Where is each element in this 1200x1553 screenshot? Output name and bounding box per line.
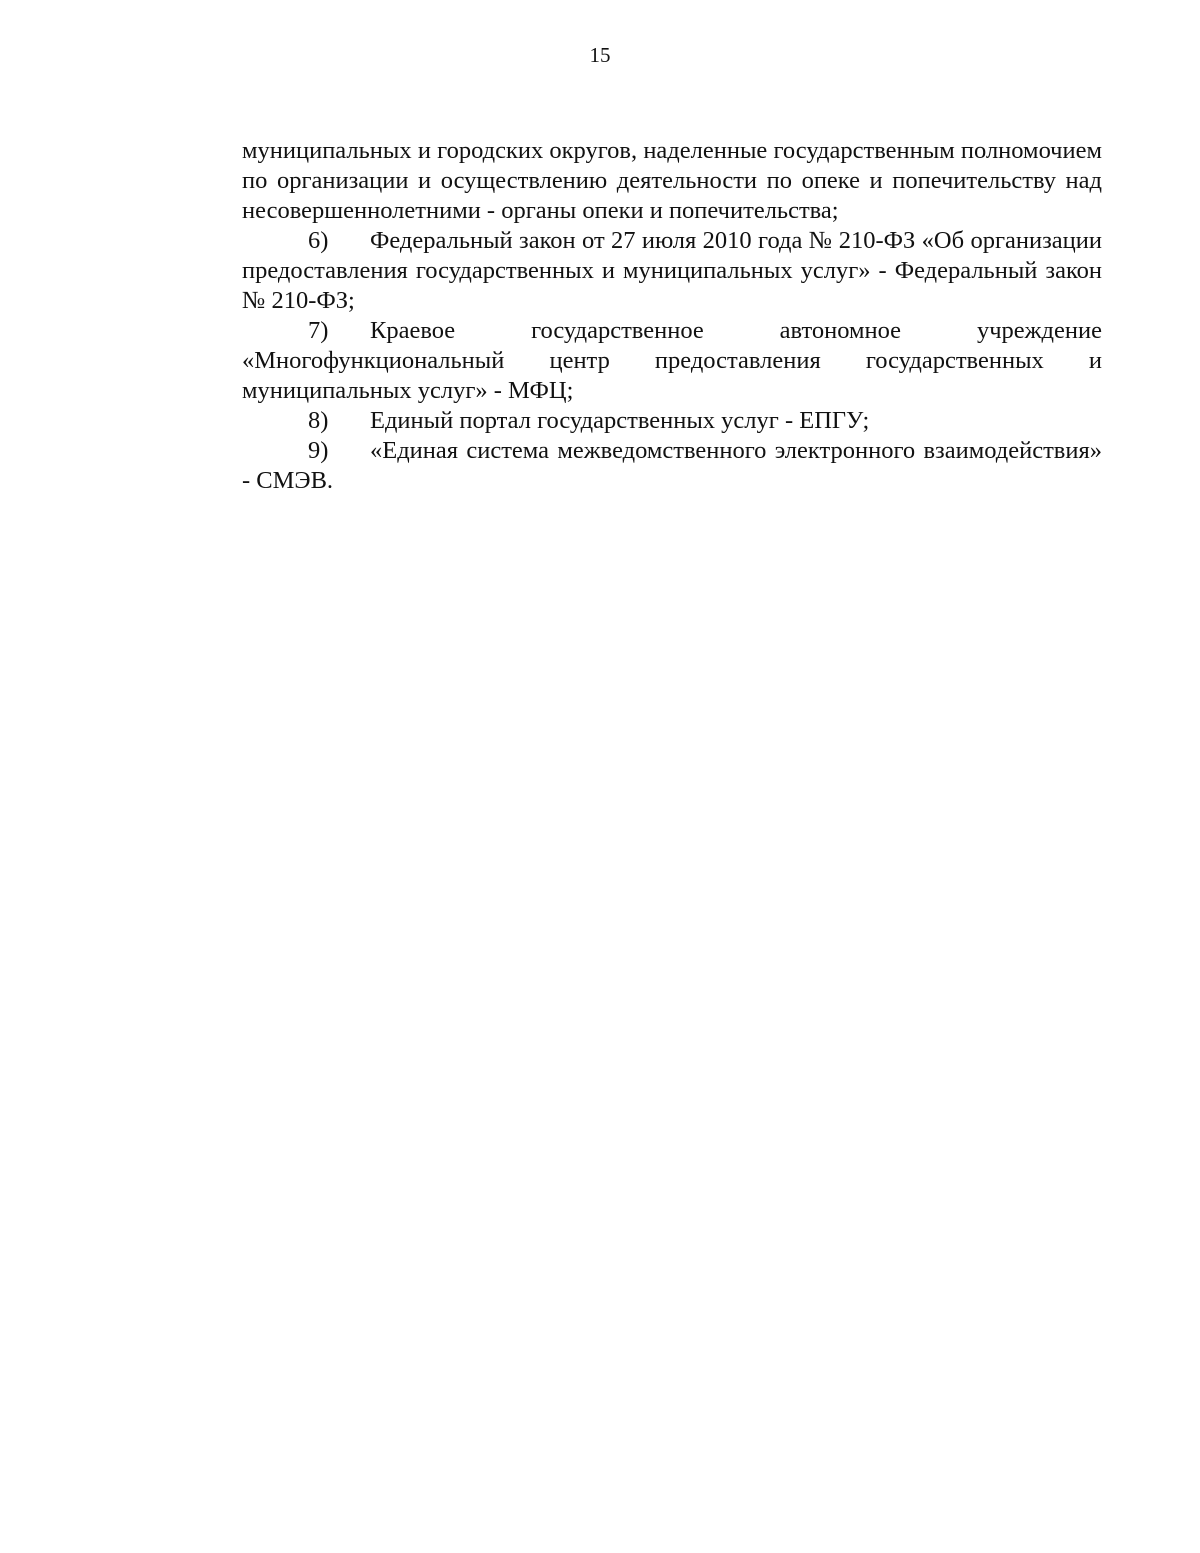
list-item-7 bbox=[242, 316, 1102, 406]
list-item-number: 7) bbox=[308, 317, 329, 344]
list-item-number: 6) bbox=[308, 227, 329, 254]
paragraph-continuation bbox=[242, 136, 1102, 226]
list-item-text: «Единая система межведомственного электронного взаимодействия» - СМЭВ. bbox=[242, 437, 1102, 494]
list-item-text: Краевое государственное автономное учреждение «Многофункциональный центр предоставления государственных и муниципальных услуг» - МФЦ; bbox=[242, 317, 1102, 404]
page-number: 15 bbox=[589, 43, 611, 67]
document-body bbox=[242, 136, 1102, 496]
list-item-8 bbox=[242, 406, 1102, 436]
list-item-text: Единый портал государственных услуг - ЕПГУ; bbox=[370, 407, 870, 434]
list-item-text: Федеральный закон от 27 июля 2010 года № 210-ФЗ «Об организации предоставления государственных и муниципальных услуг» - Федеральный закон № 210-ФЗ; bbox=[242, 227, 1102, 314]
list-item-9 bbox=[242, 436, 1102, 496]
paragraph-text: муниципальных и городских округов, наделенные государственным полномочием по организации и осуществлению деятельности по опеке и попечительству над несовершеннолетними - органы опеки и попечительства; bbox=[242, 137, 1102, 224]
list-item-number: 8) bbox=[308, 407, 329, 434]
list-item-number: 9) bbox=[308, 437, 329, 464]
list-item-6 bbox=[242, 226, 1102, 316]
